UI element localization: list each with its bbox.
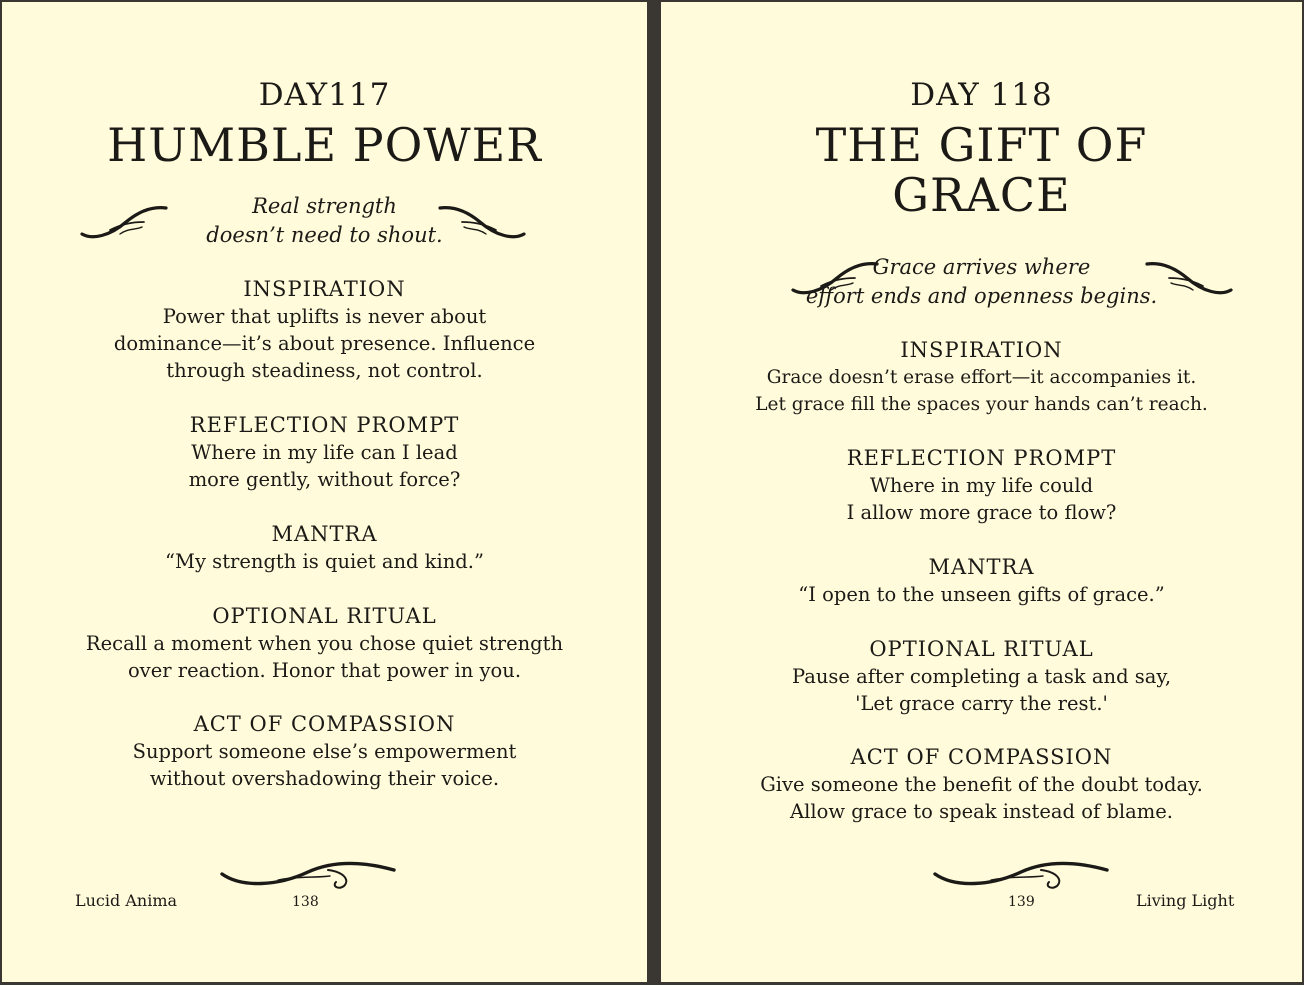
section-heading: ACT OF COMPASSION — [850, 745, 1113, 769]
section-line: Recall a moment when you chose quiet strength — [85, 632, 564, 655]
section-line: Where in my life could — [869, 474, 1094, 497]
section-heading: OPTIONAL RITUAL — [212, 604, 437, 628]
section-heading: INSPIRATION — [900, 338, 1063, 362]
section-mantra — [2, 521, 647, 575]
day-label: DAY117 — [258, 77, 391, 113]
section-line: Where in my life can I lead — [191, 441, 458, 464]
title-line: THE GIFT OF — [815, 118, 1148, 172]
section-line: Power that uplifts is never about — [162, 305, 487, 328]
section-mantra — [661, 554, 1302, 608]
section-act-of-compassion — [2, 711, 647, 792]
section-line: through steadiness, not control. — [166, 359, 483, 382]
footer-title: Living Light — [1136, 891, 1235, 910]
section-line: Grace doesn’t erase effort—it accompanies it. — [766, 367, 1197, 388]
section-inspiration — [2, 276, 647, 384]
section-heading: REFLECTION PROMPT — [189, 413, 460, 437]
section-reflection-prompt — [2, 412, 647, 493]
section-heading: MANTRA — [928, 555, 1035, 579]
section-heading: REFLECTION PROMPT — [846, 446, 1117, 470]
section-optional-ritual — [2, 603, 647, 684]
section-line: Pause after completing a task and say, — [791, 665, 1172, 688]
quote-line: effort ends and openness begins. — [805, 284, 1158, 308]
section-line: “I open to the unseen gifts of grace.” — [798, 583, 1165, 606]
section-line: “My strength is quiet and kind.” — [165, 550, 484, 573]
section-line: Allow grace to speak instead of blame. — [790, 800, 1173, 823]
flourish-right-icon — [436, 200, 526, 242]
day-label: DAY 118 — [910, 77, 1053, 113]
left-page — [2, 2, 647, 982]
section-line: without overshadowing their voice. — [149, 767, 500, 790]
quote-line: Real strength — [252, 194, 397, 218]
section-line: 'Let grace carry the rest.' — [855, 692, 1108, 715]
section-heading: INSPIRATION — [243, 277, 406, 301]
section-line: I allow more grace to flow? — [846, 501, 1117, 524]
page-title — [661, 120, 1302, 220]
page-number: 139 — [1008, 894, 1035, 910]
footer-flourish-icon — [218, 856, 398, 896]
section-line: Give someone the benefit of the doubt today. — [760, 773, 1203, 796]
title-line: GRACE — [892, 168, 1071, 222]
footer-flourish-icon — [931, 856, 1111, 896]
section-heading: OPTIONAL RITUAL — [869, 637, 1094, 661]
section-heading: ACT OF COMPASSION — [193, 712, 456, 736]
section-inspiration — [661, 337, 1302, 418]
section-line: dominance—it’s about presence. Influence — [113, 332, 536, 355]
section-optional-ritual — [661, 636, 1302, 717]
page-title: HUMBLE POWER — [107, 118, 542, 172]
epigraph-quote — [2, 192, 647, 250]
section-line: more gently, without force? — [188, 468, 461, 491]
flourish-right-icon — [1143, 256, 1233, 298]
right-page — [661, 2, 1302, 982]
quote-line: Grace arrives where — [872, 255, 1091, 279]
section-heading: MANTRA — [271, 522, 378, 546]
section-line: Support someone else’s empowerment — [132, 740, 517, 763]
quote-line: doesn’t need to shout. — [206, 223, 443, 247]
section-act-of-compassion — [661, 744, 1302, 825]
page-number: 138 — [292, 894, 319, 910]
section-line: Let grace fill the spaces your hands can’t reach. — [755, 394, 1208, 415]
section-reflection-prompt — [661, 445, 1302, 526]
section-line: over reaction. Honor that power in you. — [127, 659, 522, 682]
footer-title: Lucid Anima — [75, 891, 178, 910]
